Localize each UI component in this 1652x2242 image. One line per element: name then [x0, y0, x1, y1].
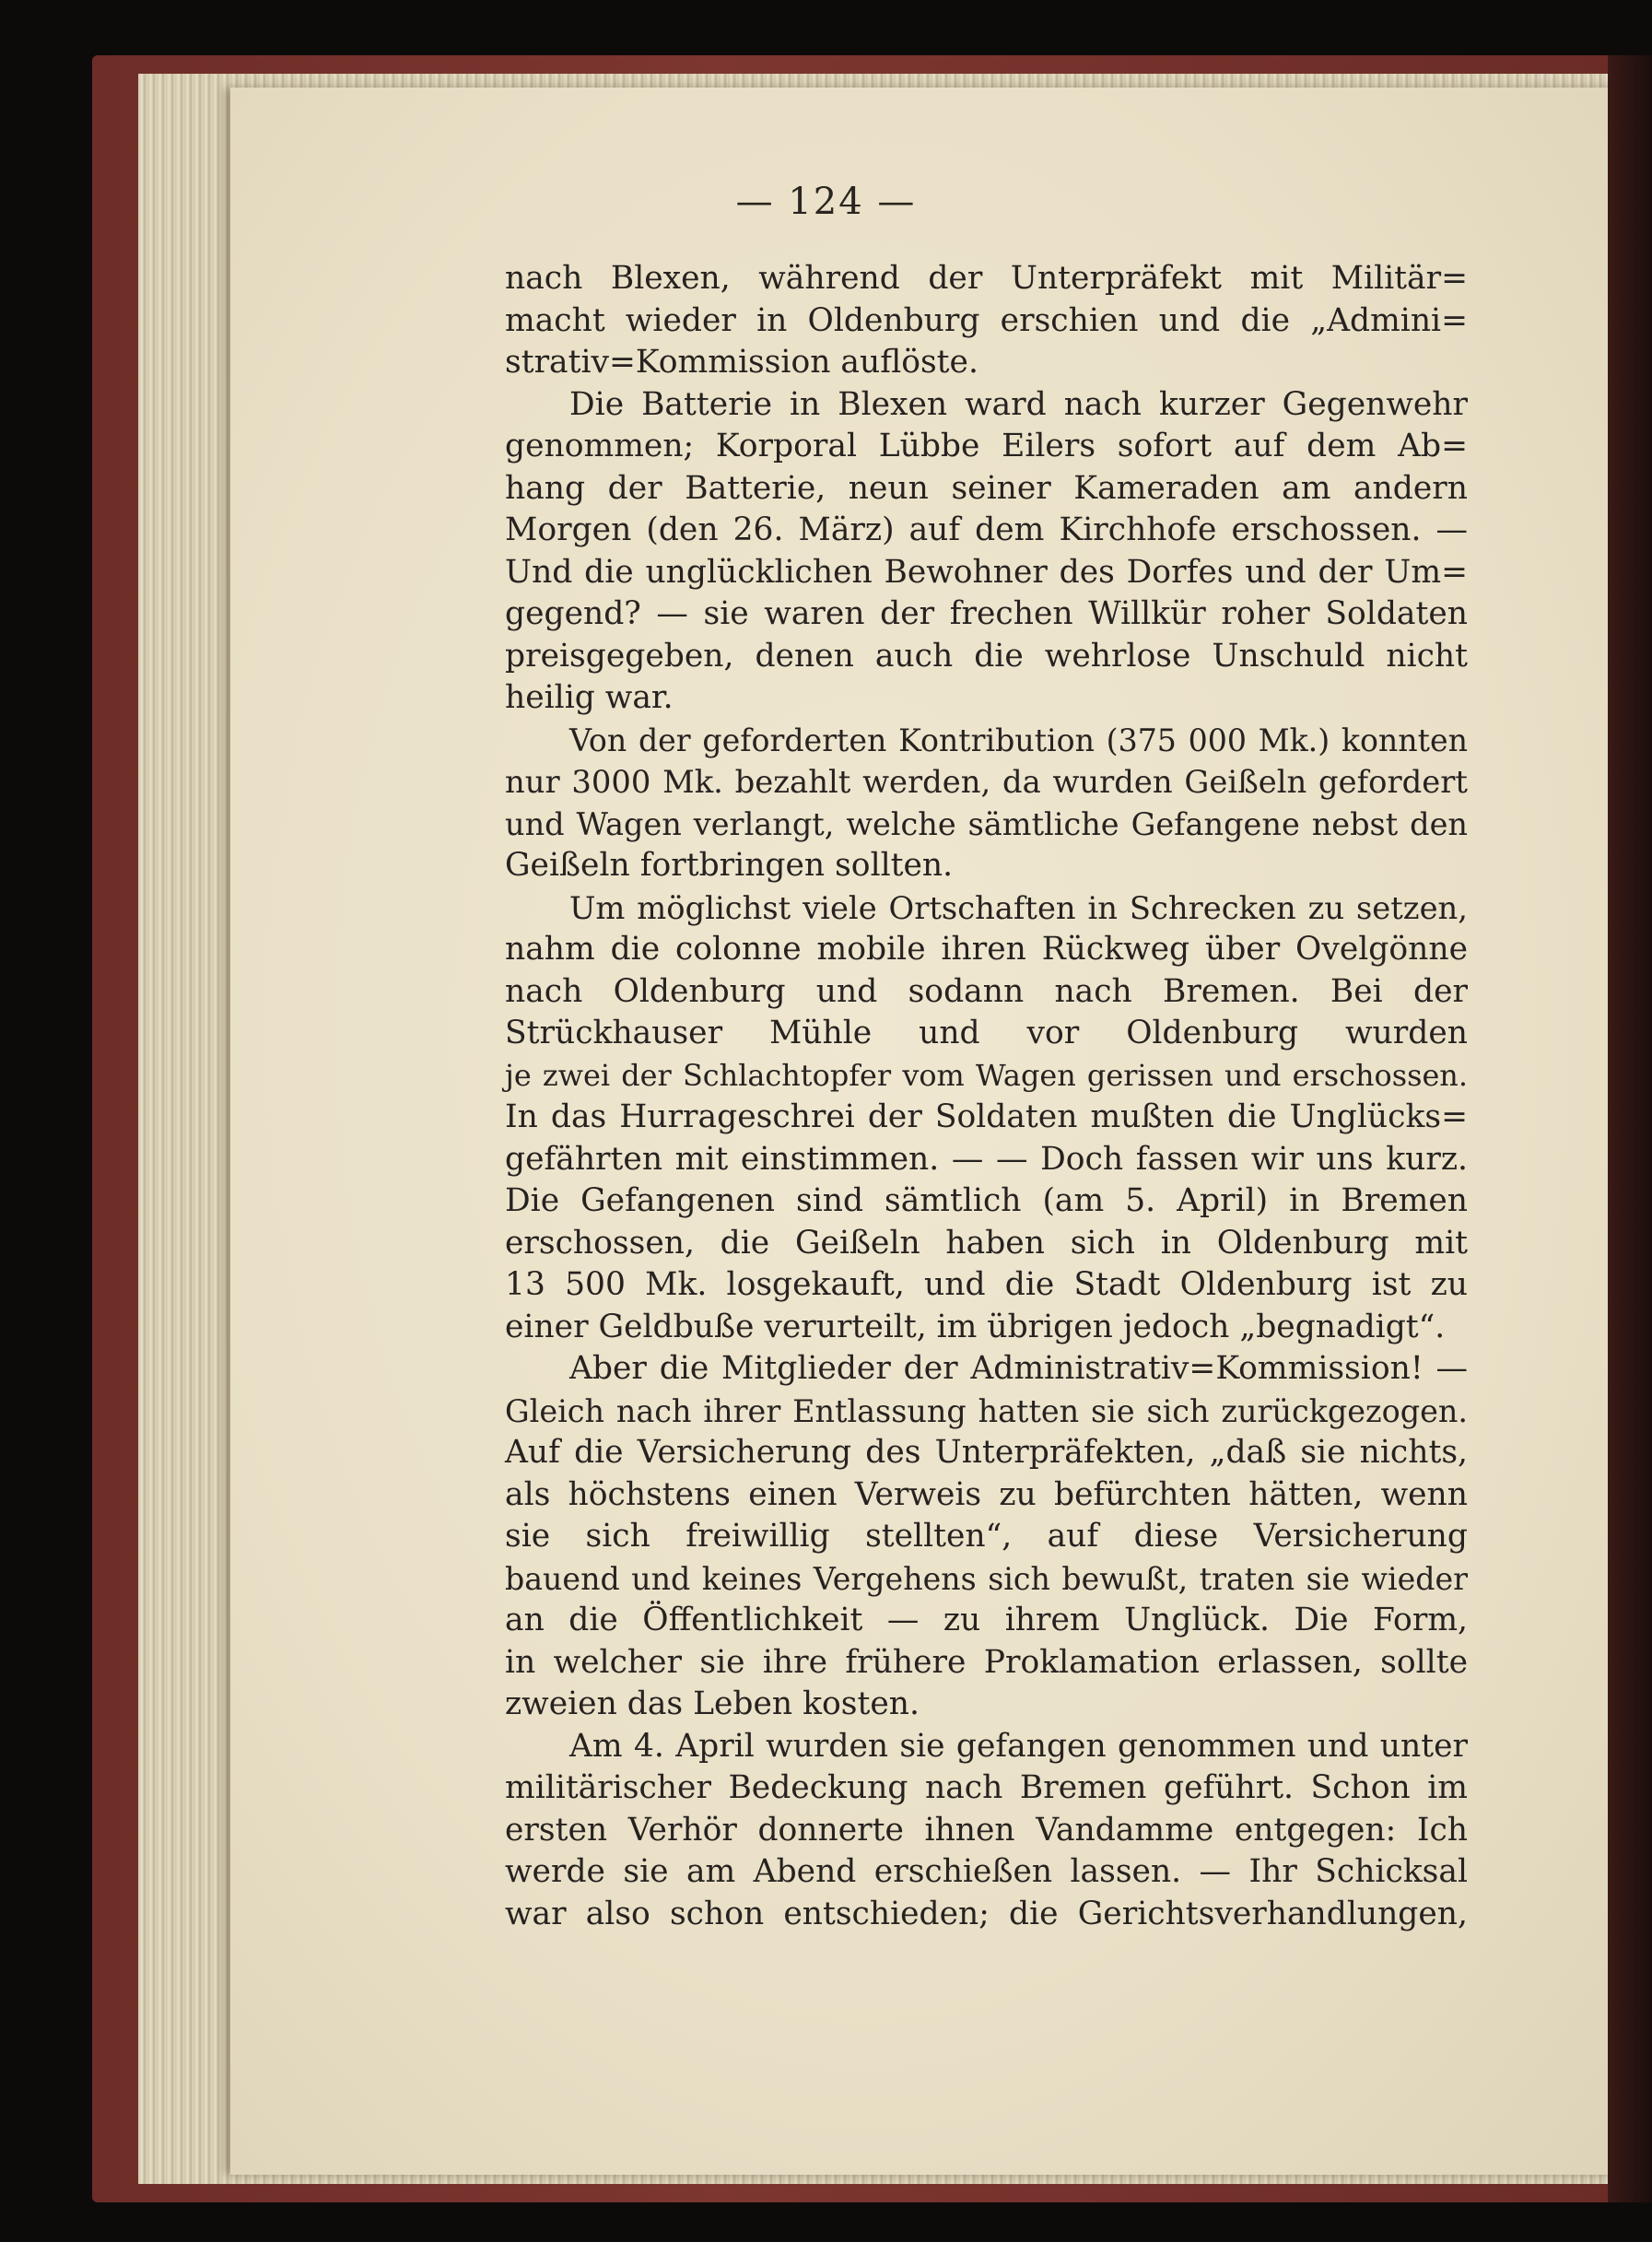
text-line: Um möglichst viele Ortschaften in Schrecken zu setzen,	[569, 889, 1468, 926]
text-line: gefährten mit einstimmen. — — Doch fassen wir uns kurz.	[505, 1140, 1468, 1178]
text-line: Die Batterie in Blexen ward nach kurzer Gegenwehr	[569, 385, 1468, 423]
text-line: macht wieder in Oldenburg erschien und die „Admini=	[505, 301, 1468, 339]
text-line: an die Öffentlichkeit — zu ihrem Unglück. Die Form,	[505, 1602, 1468, 1638]
text-line: nur 3000 Mk. bezahlt werden, da wurden Geißeln gefordert	[505, 764, 1468, 800]
text-line: Auf die Versicherung des Unterpräfekten, „daß sie nichts,	[505, 1434, 1468, 1471]
text-line: und Wagen verlangt, welche sämtliche Gefangene nebst den	[505, 805, 1468, 842]
text-line: ersten Verhör donnerte ihnen Vandamme entgegen: Ich	[505, 1811, 1468, 1849]
text-line: heilig war.	[505, 679, 674, 716]
text-line: 13 500 Mk. losgekauft, und die Stadt Oldenburg ist zu	[505, 1266, 1468, 1303]
text-line: Aber die Mitglieder der Administrativ=Kommission! —	[569, 1350, 1468, 1387]
text-line: bauend und keines Vergehens sich bewußt, traten sie wieder	[505, 1560, 1468, 1597]
next-page-edge	[1608, 55, 1652, 2202]
body-text	[505, 258, 1468, 1935]
text-line: In das Hurrageschrei der Soldaten mußten die Unglücks=	[505, 1098, 1468, 1135]
text-line: Von der geforderten Kontribution (375 000 Mk.) konnten	[569, 722, 1468, 758]
text-line: Gleich nach ihrer Entlassung hatten sie sich zurückgezogen.	[505, 1392, 1468, 1429]
text-line: strativ=Kommission auflöste.	[505, 344, 978, 381]
text-line: Am 4. April wurden sie gefangen genommen und unter	[569, 1727, 1468, 1765]
text-line: sie sich freiwillig stellten“, auf diese Versicherung	[505, 1518, 1468, 1555]
text-line: preisgegeben, denen auch die wehrlose Unschuld nicht	[505, 637, 1468, 675]
text-line: Strückhauser Mühle und vor Oldenburg wurden	[505, 1015, 1468, 1051]
text-line: Die Gefangenen sind sämtlich (am 5. April) in Bremen	[505, 1182, 1468, 1219]
text-line: zweien das Leben kosten.	[505, 1685, 920, 1722]
text-line: gegend? — sie waren der frechen Willkür roher Soldaten	[505, 595, 1468, 632]
text-line: war also schon entschieden; die Gerichtsverhandlungen,	[505, 1895, 1468, 1932]
text-line: erschossen, die Geißeln haben sich in Oldenburg mit	[505, 1224, 1468, 1262]
text-line: genommen; Korporal Lübbe Eilers sofort auf dem Ab=	[505, 428, 1468, 464]
text-line: nach Blexen, während der Unterpräfekt mit Militär=	[505, 260, 1468, 297]
text-line: Und die unglücklichen Bewohner des Dorfes und der Um=	[505, 553, 1468, 591]
text-line: je zwei der Schlachtopfer vom Wagen gerissen und erschossen.	[505, 1057, 1468, 1093]
text-line: hang der Batterie, neun seiner Kameraden am andern	[505, 469, 1468, 507]
text-line: militärischer Bedeckung nach Bremen geführt. Schon im	[505, 1769, 1468, 1806]
text-line: nach Oldenburg und sodann nach Bremen. Bei der	[505, 972, 1468, 1010]
text-line: Geißeln fortbringen sollten.	[505, 847, 954, 884]
text-line: werde sie am Abend erschießen lassen. — Ihr Schicksal	[505, 1853, 1468, 1890]
text-line: in welcher sie ihre frühere Proklamation erlassen, sollte	[505, 1643, 1468, 1681]
text-line: nahm die colonne mobile ihren Rückweg über Ovelgönne	[505, 931, 1468, 968]
page-number: — 124 —	[735, 181, 917, 223]
text-line: einer Geldbuße verurteilt, im übrigen jedoch „begnadigt“.	[505, 1308, 1446, 1345]
text-line: Morgen (den 26. März) auf dem Kirchhofe erschossen. —	[505, 511, 1468, 548]
text-line: als höchstens einen Verweis zu befürchten hätten, wenn	[505, 1475, 1468, 1513]
